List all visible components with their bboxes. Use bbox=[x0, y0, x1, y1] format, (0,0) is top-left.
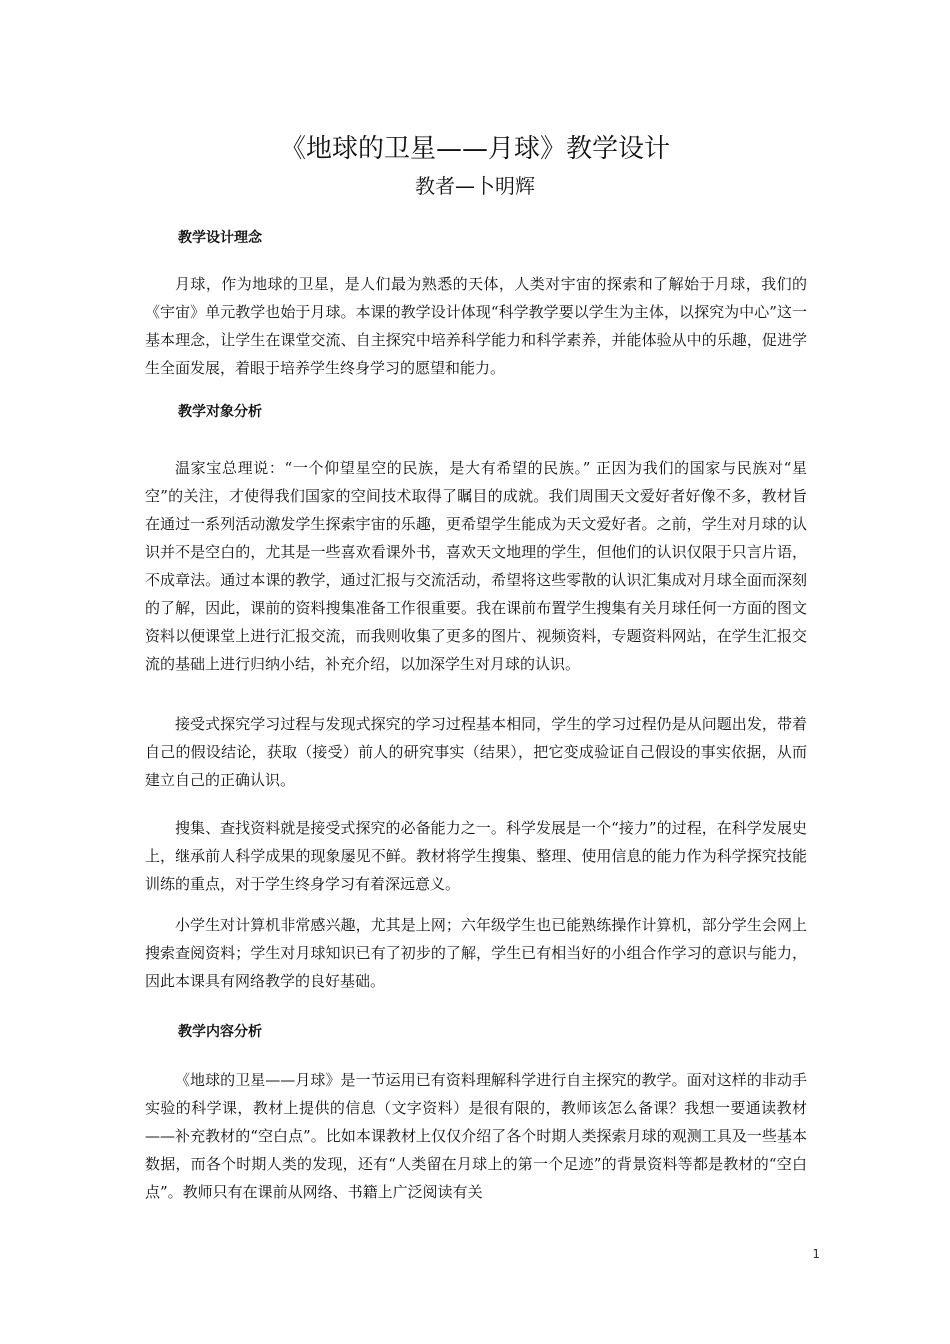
section-heading-learner-analysis: 教学对象分析 bbox=[178, 404, 262, 420]
paragraph-learner-analysis-4: 小学生对计算机非常感兴趣，尤其是上网；六年级学生也已能熟练操作计算机，部分学生会网上搜索查阅资料；学生对月球知识已有了初步的了解，学生已有相当好的小组合作学习的意识与能力，因此本课具有网络教学的良好基础。 bbox=[145, 916, 807, 990]
document-title: 《地球的卫星——月球》教学设计 bbox=[279, 134, 670, 164]
paragraph-design-concept: 月球，作为地球的卫星，是人们最为熟悉的天体，人类对宇宙的探索和了解始于月球，我们的《宇宙》单元教学也始于月球。本课的教学设计体现“科学教学要以学生为主体，以探究为中心”这一基本理念，让学生在课堂交流、自主探究中培养科学能力和科学素养，并能体验从中的乐趣，促进学生全面发展，着眼于培养学生终身学习的愿望和能力。 bbox=[145, 275, 807, 377]
paragraph-learner-analysis-2: 接受式探究学习过程与发现式探究的学习过程基本相同，学生的学习过程仍是从问题出发，带着自己的假设结论，获取（接受）前人的研究事实（结果），把它变成验证自己假设的事实依据，从而建立自己的正确认识。 bbox=[145, 715, 807, 789]
section-heading-content-analysis: 教学内容分析 bbox=[178, 1024, 262, 1040]
document-author: 教者—卜明辉 bbox=[415, 174, 535, 198]
paragraph-learner-analysis-1: 温家宝总理说：“一个仰望星空的民族，是大有希望的民族。” 正因为我们的国家与民族对“星空”的关注，才使得我们国家的空间技术取得了瞩目的成就。我们周围天文爱好者好像不多，教材旨在通过一系列活动激发学生探索宇宙的乐趣，更希望学生能成为天文爱好者。之前，学生对月球的认识并不是空白的，尤其是一些喜欢看课外书，喜欢天文地理的学生，但他们的认识仅限于只言片语，不成章法。通过本课的教学，通过汇报与交流活动，希望将这些零散的认识汇集成对月球全面而深刻的了解，因此，课前的资料搜集准备工作很重要。我在课前布置学生搜集有关月球任何一方面的图文资料以便课堂上进行汇报交流，而我则收集了更多的图片、视频资料，专题资料网站，在学生汇报交流的基础上进行归纳小结，补充介绍，以加深学生对月球的认识。 bbox=[145, 459, 807, 673]
page-number: 1 bbox=[812, 1247, 820, 1261]
paragraph-content-analysis-1: 《地球的卫星——月球》是一节运用已有资料理解科学进行自主探究的教学。面对这样的非动手实验的科学课，教材上提供的信息（文字资料）是很有限的，教师该怎么备课？我想一要通读教材——补充教材的“空白点”。比如本课教材上仅仅介绍了各个时期人类探索月球的观测工具及一些基本数据，而各个时期人类的发现，还有“人类留在月球上的第一个足迹”的背景资料等都是教材的“空白点”。教师只有在课前从网络、书籍上广泛阅读有关 bbox=[145, 1071, 807, 1201]
section-heading-design-concept: 教学设计理念 bbox=[178, 230, 262, 246]
paragraph-learner-analysis-3: 搜集、查找资料就是接受式探究的必备能力之一。科学发展是一个“接力”的过程，在科学发展史上，继承前人科学成果的现象屡见不鲜。教材将学生搜集、整理、使用信息的能力作为科学探究技能训练的重点，对于学生终身学习有着深远意义。 bbox=[145, 819, 807, 893]
